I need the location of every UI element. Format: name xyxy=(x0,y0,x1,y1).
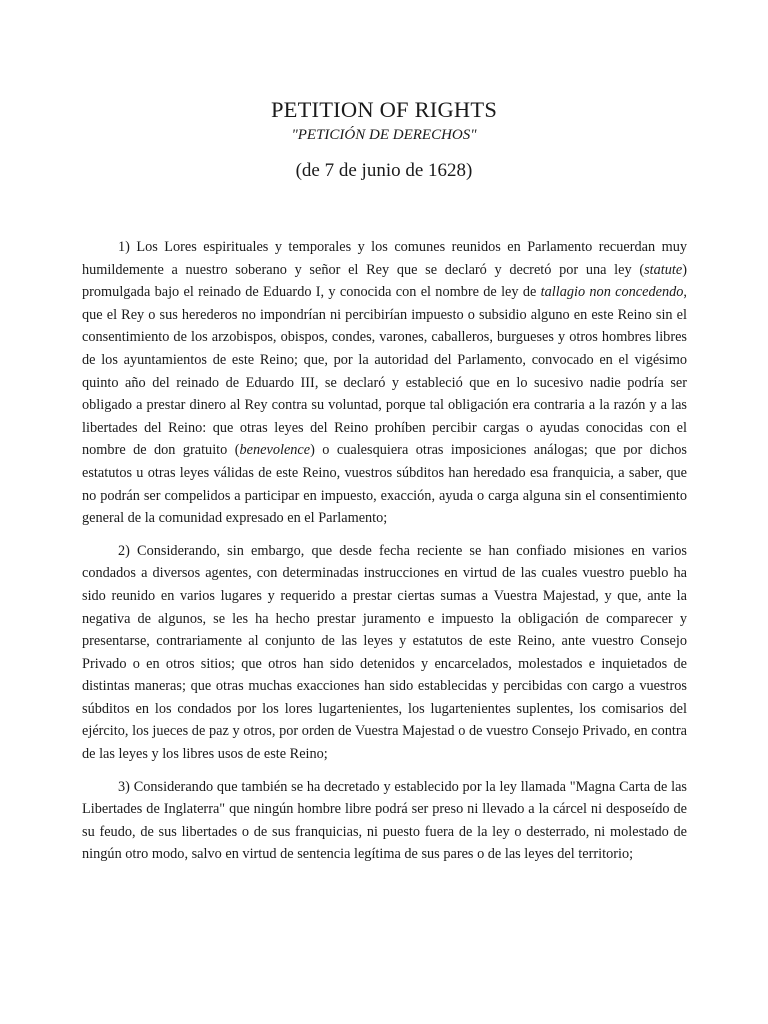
document-subtitle: "PETICIÓN DE DERECHOS" xyxy=(291,127,477,143)
document-date: (de 7 de junio de 1628) xyxy=(295,160,473,181)
paragraph-1-text-c: ) promulgada bajo el reinado de Eduardo I, y conocida con el nombre de ley de xyxy=(82,261,687,301)
document-body xyxy=(82,236,687,876)
paragraph-1-text-g: ) o cualesquiera otras imposiciones análogas; que por dichos estatutos u otras leyes válidas de este Reino, vuestros súbditos han heredado esa franquicia, a saber, que no podrán ser compelidos a participar en impuesto, exacción, ayuda o carga alguna sin el consentimiento general de la comunidad expresado en el Parlamento; xyxy=(82,442,687,527)
paragraph-2: 2) Considerando, sin embargo, que desde fecha reciente se han confiado misiones en varios condados a diversos agentes, con determinadas instrucciones en virtud de las cuales vuestro pueblo ha sido reunido en varios lugares y requerido a prestar ciertas sumas a Vuestra Majestad, y que, ante la negativa de algunos, se les ha hecho prestar juramento e impuesto la obligación de comparecer y presentarse, contrariamente al conjunto de las leyes y estatutos de este Reino, ante vuestro Consejo Privado o en otros sitios; que otros han sido detenidos y encarcelados, molestados e inquietados de distintas maneras; que otras muchas exacciones han sido establecidas y percibidas con cargo a vuestros súbditos en los condados por los lores lugartenientes, los lugartenientes suplentes, los comisarios del ejército, los jueces de paz y otros, por orden de Vuestra Majestad o de vuestro Consejo Privado, en contra de las leyes y los libres usos de este Reino; xyxy=(82,542,687,763)
paragraph-1-term-statute: statute xyxy=(644,261,683,278)
paragraph-1-term-benevolence: benevolence xyxy=(239,442,311,459)
paragraph-3: 3) Considerando que también se ha decretado y establecido por la ley llamada "Magna Carta de las Libertades de Inglaterra" que ningún hombre libre podrá ser preso ni llevado a la cárcel ni desposeído de su feudo, de sus libertades o de sus franquicias, ni puesto fuera de la ley o desterrado, ni molestado de ningún otro modo, salvo en virtud de sentencia legítima de sus pares o de las leyes del territorio; xyxy=(82,778,687,863)
paragraph-1-text-a: 1) Los Lores espirituales y temporales y los comunes reunidos en Parlamento recuerdan muy humildemente a nuestro soberano y señor el Rey que se declaró y decretó por una ley ( xyxy=(82,239,687,278)
paragraph-1-term-tallagio: tallagio non concedendo xyxy=(540,284,684,301)
paragraph-1 xyxy=(82,236,687,530)
paragraph-1-text-e: , que el Rey o sus herederos no impondrían ni percibirían impuesto o subsidio alguno en este Reino sin el consentimiento de los arzobispos, obispos, condes, varones, caballeros, burgueses y otros hombres libres de los ayuntamientos de este Reino; que, por la autoridad del Parlamento, convocado en el vigésimo quinto año del reinado de Eduardo III, se declaró y estableció que en lo sucesivo nadie podría ser obligado a prestar dinero al Rey contra su voluntad, porque tal obligación era contraria a la razón y a las libertades del Reino: que otras leyes del Reino prohíben percibir cargas o ayudas conocidas con el nombre de don gratuito ( xyxy=(82,284,687,459)
document-title: PETITION OF RIGHTS xyxy=(270,97,498,122)
